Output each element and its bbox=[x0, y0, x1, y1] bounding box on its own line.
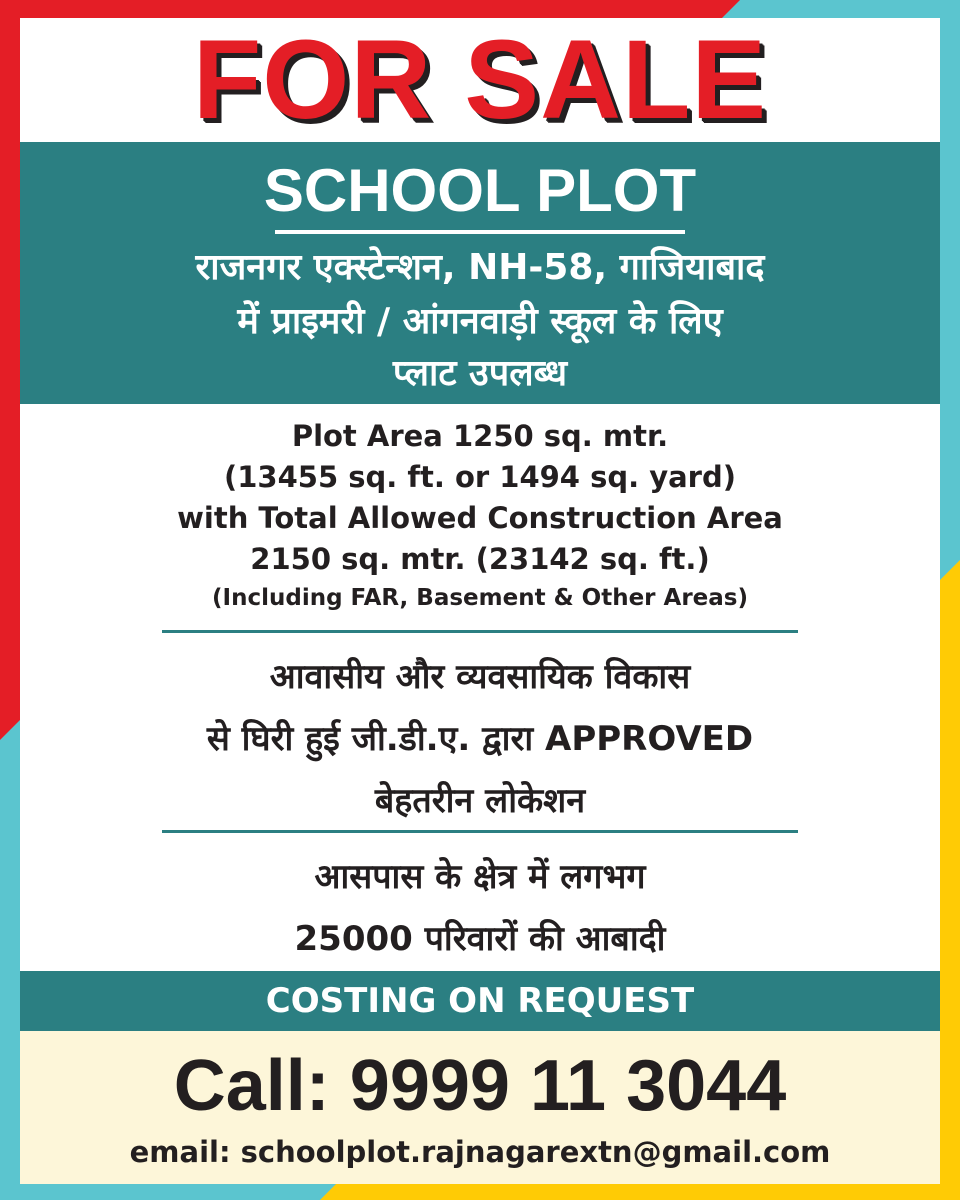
contact-section bbox=[20, 1031, 940, 1184]
email-address[interactable]: email: schoolplot.rajnagarextn@gmail.com bbox=[129, 1135, 831, 1169]
location-line: आवासीय और व्यवसायिक विकास bbox=[269, 657, 691, 697]
for-sale-headline: FOR SALE bbox=[192, 18, 768, 142]
location-line: से घिरी हुई जी.डी.ए. द्वारा APPROVED bbox=[206, 719, 754, 759]
hindi-purpose-line: में प्राइमरी / आंगनवाड़ी स्कूल के लिए bbox=[237, 301, 723, 342]
school-plot-title: SCHOOL PLOT bbox=[263, 157, 697, 224]
hindi-availability-line: प्लाट उपलब्ध bbox=[392, 353, 568, 394]
title-underline bbox=[275, 230, 685, 234]
location-line: बेहतरीन लोकेशन bbox=[374, 781, 586, 821]
construction-area-label-line: with Total Allowed Construction Area bbox=[177, 501, 783, 535]
school-plot-banner bbox=[20, 142, 940, 404]
section-divider bbox=[162, 830, 798, 833]
construction-area-value-line: 2150 sq. mtr. (23142 sq. ft.) bbox=[250, 542, 710, 576]
advertisement-panel bbox=[20, 18, 940, 1184]
location-highlights bbox=[20, 646, 940, 832]
population-line: 25000 परिवारों की आबादी bbox=[294, 919, 666, 959]
phone-number[interactable]: Call: 9999 11 3044 bbox=[173, 1046, 787, 1126]
costing-banner: COSTING ON REQUEST bbox=[20, 971, 940, 1031]
plot-area-conversion-line: (13455 sq. ft. or 1494 sq. yard) bbox=[223, 460, 737, 494]
area-inclusion-note: (Including FAR, Basement & Other Areas) bbox=[212, 585, 748, 611]
population-line: आसपास के क्षेत्र में लगभग bbox=[314, 857, 646, 897]
section-divider bbox=[162, 630, 798, 633]
population-info bbox=[20, 846, 940, 970]
hindi-location-line: राजनगर एक्स्टेन्शन, NH-58, गाजियाबाद bbox=[195, 247, 765, 288]
plot-area-details bbox=[20, 416, 940, 616]
plot-area-line: Plot Area 1250 sq. mtr. bbox=[291, 419, 669, 453]
